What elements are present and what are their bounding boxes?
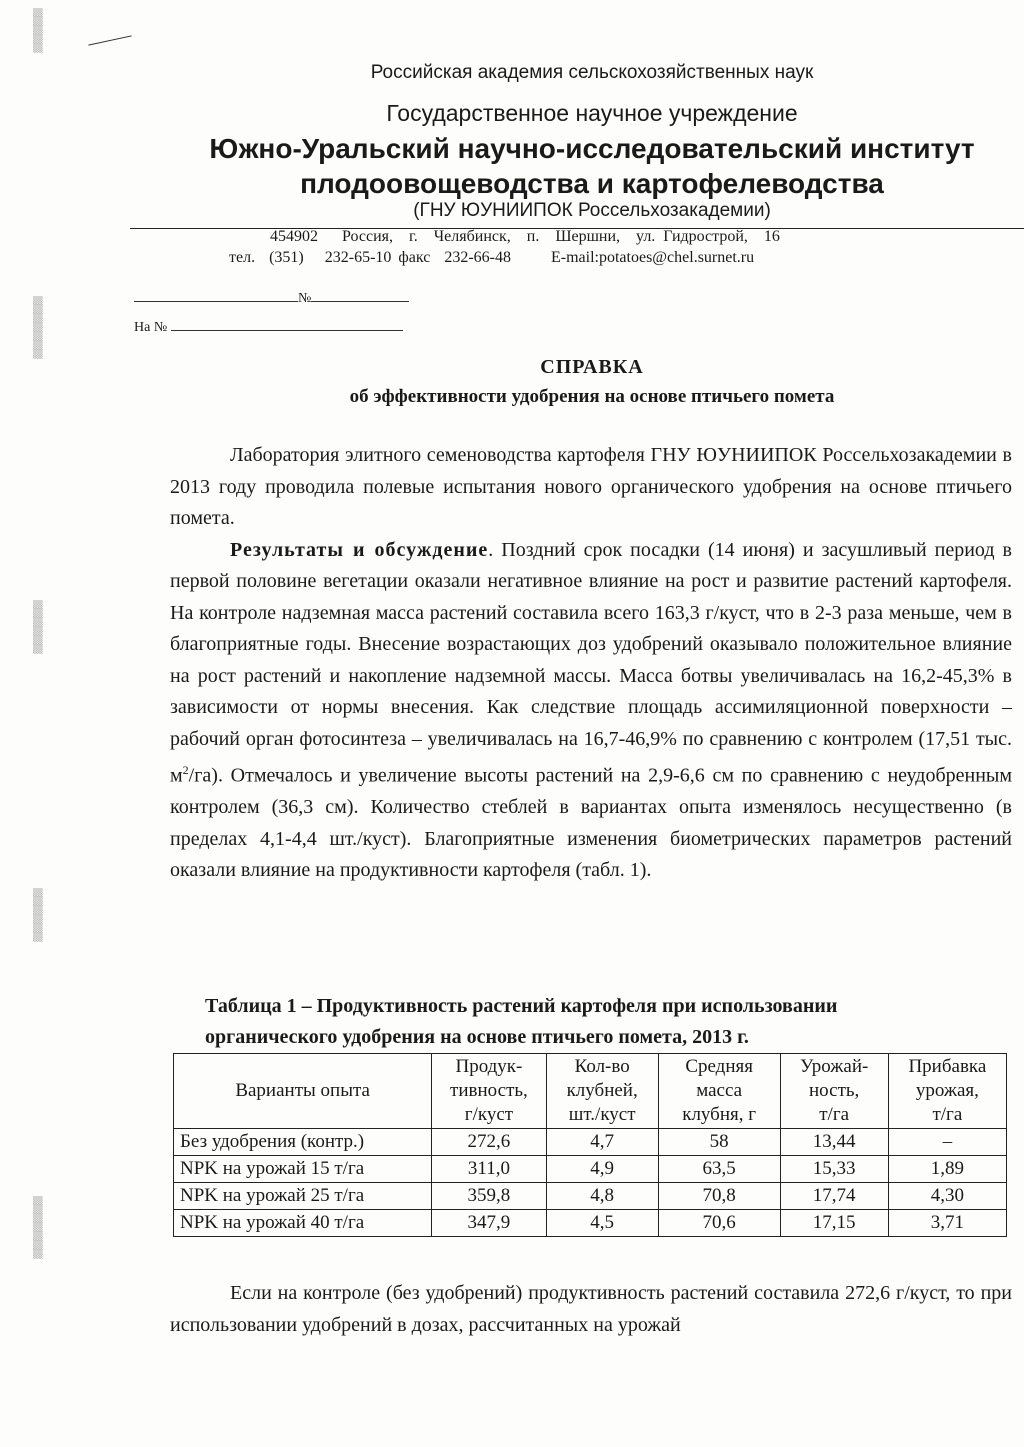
header-cell	[658, 1054, 780, 1129]
table-cell: Без удобрения (контр.)	[174, 1129, 432, 1156]
institute-name-line1: Южно-Уральский научно-исследовательский институт	[209, 133, 975, 164]
table-cell: 347,9	[432, 1210, 546, 1237]
header-cell	[546, 1054, 658, 1129]
table-cell: 70,8	[658, 1183, 780, 1210]
table-cell: 4,7	[546, 1129, 658, 1156]
academy-name: Российская академия сельскохозяйственных наук	[370, 62, 814, 83]
institute-name-line2: плодоовощеводства и картофелеводства	[300, 168, 884, 199]
header-text: т/га	[819, 1104, 850, 1125]
scan-artifact: ▒▒ ▒▒ ▒▒ ▒▒ ▒▒ ▒▒	[33, 600, 43, 654]
table-cell: 70,6	[658, 1210, 780, 1237]
table-row	[174, 1156, 1007, 1183]
table-cell: 58	[658, 1129, 780, 1156]
table-row	[174, 1129, 1007, 1156]
superscript: 2	[182, 763, 189, 777]
header-cell	[174, 1054, 432, 1129]
pen-stroke	[88, 35, 131, 45]
paragraph-conclusion: Если на контроле (без удобрений) продуктивность растений составила 272,6 г/куст, то при использовании удобрений в дозах, рассчитанных на урожай	[170, 1282, 1012, 1336]
header-text: урожая,	[915, 1080, 979, 1101]
table-cell: 63,5	[658, 1156, 780, 1183]
table-header-row	[174, 1054, 1007, 1129]
header-text: Урожай-	[799, 1056, 869, 1077]
header-text: тивность,	[450, 1080, 528, 1101]
table-cell: 1,89	[888, 1156, 1006, 1183]
header-text: т/га	[932, 1104, 963, 1125]
results-heading: Результаты и обсуждение	[230, 538, 489, 561]
paragraph-results	[170, 535, 1012, 887]
header-cell	[888, 1054, 1006, 1129]
header-cell	[432, 1054, 546, 1129]
table-cell: 17,74	[780, 1183, 888, 1210]
document-subtitle: об эффективности удобрения на основе птичьего помета	[349, 386, 835, 407]
header-text: шт./куст	[568, 1104, 636, 1125]
phone-fax: тел. (351) 232-65-10 факс 232-66-48	[229, 249, 511, 266]
scan-artifact: ▒▒ ▒▒ ▒▒ ▒▒ ▒▒ ▒▒	[33, 888, 43, 942]
postal-address: 454902 Россия, г. Челябинск, п. Шершни, ул. Гидрострой, 16	[270, 228, 780, 245]
table-cell: 272,6	[432, 1129, 546, 1156]
table-cell: NPK на урожай 25 т/га	[174, 1183, 432, 1210]
header-text: клубня, г	[682, 1104, 757, 1125]
header-text: Кол-во	[574, 1056, 630, 1077]
table-caption-line2: органического удобрения на основе птичьего помета, 2013 г.	[205, 1026, 749, 1048]
table-cell: –	[888, 1129, 1006, 1156]
table-row	[174, 1183, 1007, 1210]
header-text: Средняя	[685, 1056, 753, 1077]
productivity-table	[173, 1053, 1007, 1237]
table-cell: 4,9	[546, 1156, 658, 1183]
table-cell: 17,15	[780, 1210, 888, 1237]
reply-to-blank	[171, 318, 403, 331]
document-title: СПРАВКА	[540, 356, 644, 378]
number-blank	[311, 289, 409, 302]
header-text: Прибавка	[908, 1056, 987, 1077]
institution-type: Государственное научное учреждение	[386, 100, 798, 126]
scan-artifact: ▒▒ ▒▒ ▒▒ ▒▒ ▒▒ ▒▒ ▒▒	[33, 296, 43, 359]
body-text-continued	[170, 1278, 1012, 1341]
outgoing-number-field	[134, 289, 409, 307]
header-text: Варианты опыта	[235, 1080, 370, 1101]
number-sign: №	[298, 291, 312, 306]
header-text: Продук-	[455, 1056, 523, 1077]
header-text: ность,	[809, 1080, 860, 1101]
body-text	[170, 440, 1012, 887]
header-text: клубней,	[566, 1080, 638, 1101]
header-text: г/куст	[464, 1104, 514, 1125]
paragraph-intro: Лаборатория элитного семеноводства картофеля ГНУ ЮУНИИПОК Россельхозакадемии в 2013 году проводила полевые испытания нового органического удобрения на основе птичьего помета.	[170, 444, 1012, 529]
table-cell: NPK на урожай 40 т/га	[174, 1210, 432, 1237]
table-cell: NPK на урожай 15 т/га	[174, 1156, 432, 1183]
table-cell: 359,8	[432, 1183, 546, 1210]
table-cell: 4,5	[546, 1210, 658, 1237]
table-caption	[205, 991, 837, 1053]
reply-to-field	[134, 318, 403, 336]
table-cell: 3,71	[888, 1210, 1006, 1237]
table-caption-line1: Таблица 1 – Продуктивность растений картофеля при использовании	[205, 995, 838, 1017]
header-cell	[780, 1054, 888, 1129]
results-text-tail: /га). Отмечалось и увеличение высоты растений на 2,9-6,6 см по сравнению с неудобренным контролем (36,3 см). Количество стеблей в вариантах опыта изменялось несущественно (в пределах 4,1-4,4 шт./куст). Благоприятные изменения биометрических параметров растений оказали влияние на продуктивности картофеля (табл. 1).	[170, 764, 1012, 882]
email-address: E-mail:potatoes@chel.surnet.ru	[551, 249, 755, 266]
date-blank	[134, 289, 298, 302]
header-text: масса	[696, 1080, 743, 1101]
table-cell: 15,33	[780, 1156, 888, 1183]
table-row	[174, 1210, 1007, 1237]
scan-artifact: ▒▒ ▒▒ ▒▒ ▒▒ ▒▒	[33, 8, 43, 53]
contact-line	[229, 249, 754, 267]
table-cell: 4,30	[888, 1183, 1006, 1210]
scan-artifact: ▒▒ ▒▒ ▒▒ ▒▒ ▒▒ ▒▒ ▒▒	[33, 1196, 43, 1259]
institute-abbreviation: (ГНУ ЮУНИИПОК Россельхозакадемии)	[413, 200, 771, 221]
table-cell: 13,44	[780, 1129, 888, 1156]
table-cell: 311,0	[432, 1156, 546, 1183]
table-cell: 4,8	[546, 1183, 658, 1210]
reply-to-label: На №	[134, 320, 168, 335]
results-text: . Поздний срок посадки (14 июня) и засушливый период в первой половине вегетации оказали негативное влияние на рост и развитие растений картофеля. На контроле надземная масса растений составила всего 163,3 г/куст, что в 2-3 раза меньше, чем в благоприятные годы. Внесение возрастающих доз удобрений оказывало положительное влияние на рост растений и накопление надземной массы. Масса ботвы увеличивалась на 16,2-45,3% в зависимости от нормы внесения. Как следствие площадь ассимиляционной поверхности – рабочий орган фотосинтеза – увеличивалась на 16,7-46,9% по сравнению с контролем (17,51 тыс. м	[170, 538, 1012, 787]
